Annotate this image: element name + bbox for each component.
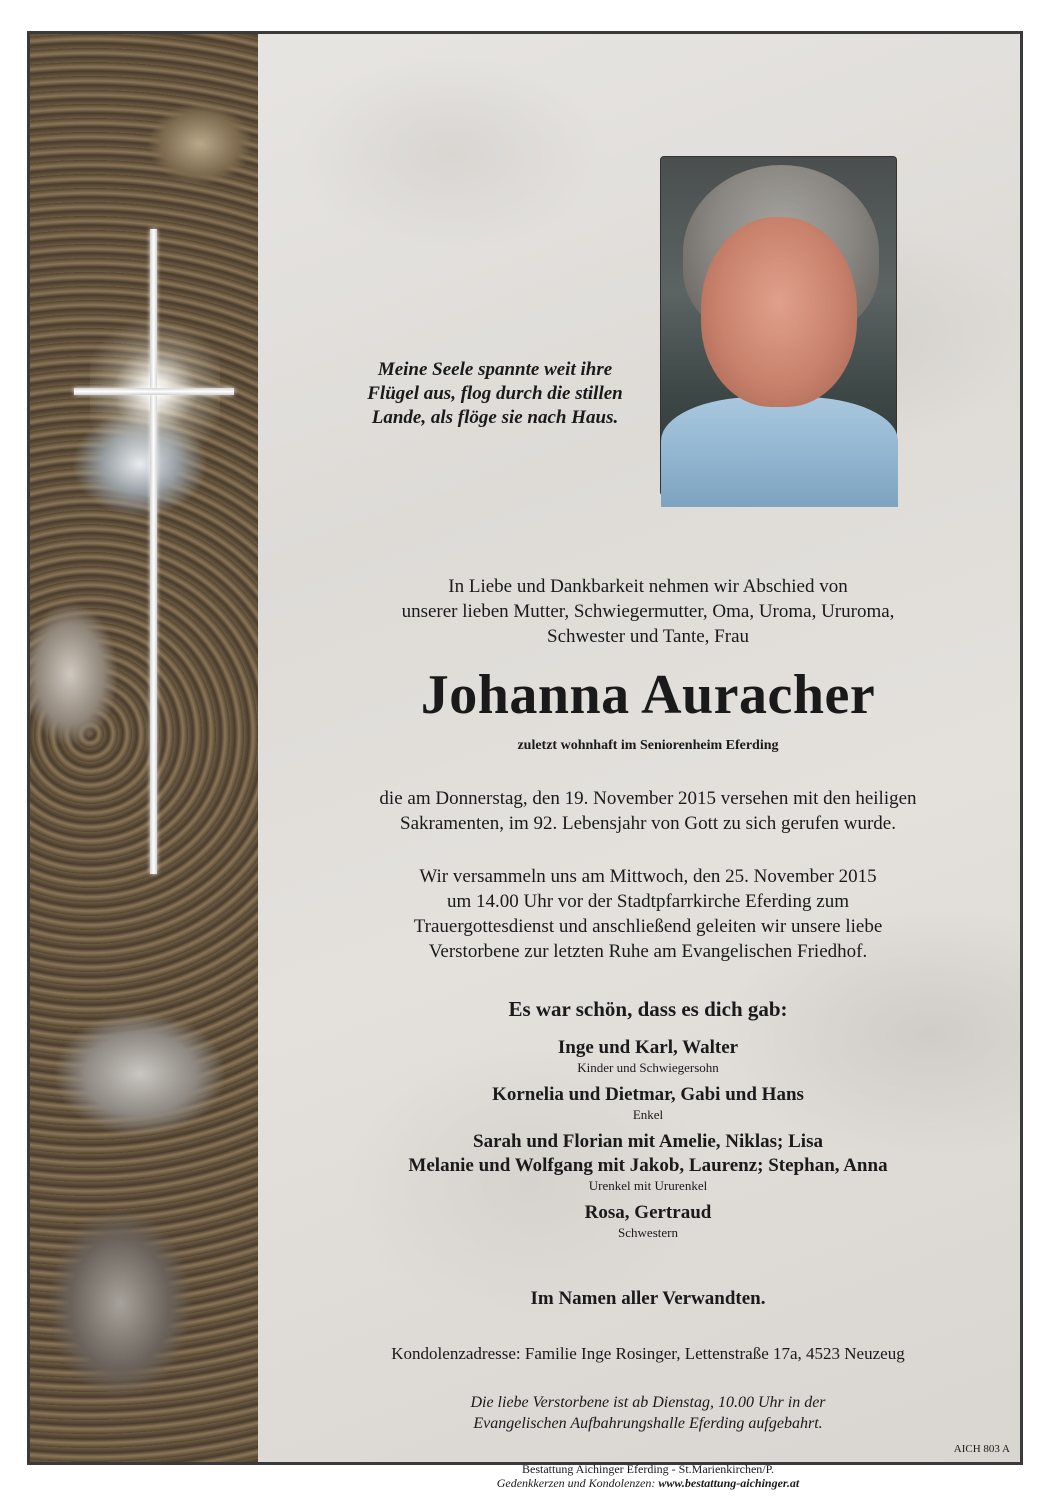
funeral-details: Wir versammeln uns am Mittwoch, den 25. November 2015 um 14.00 Uhr vor der Stadtpfarrkirche Eferding zum Trauergottesdienst und anschließend geleiten wir unsere liebe Verstorbene zur letzten Ruhe am Evangelischen Friedhof. <box>413 866 883 962</box>
laid-out-notice: Die liebe Verstorbene ist ab Dienstag, 10.00 Uhr in der Evangelischen Aufbahrungshalle Eferding aufgebahrt. <box>470 1394 826 1432</box>
condolence-address: Kondolenzadresse: Familie Inge Rosinger, Lettenstraße 17a, 4523 Neuzeug <box>391 1344 905 1363</box>
motto: Es war schön, dass es dich gab: <box>508 997 788 1021</box>
mourner-names: Sarah und Florian mit Amelie, Niklas; Lisa Melanie und Wolfgang mit Jakob, Laurenz; Stephan, Anna <box>408 1131 888 1176</box>
mourner-group <box>288 1083 1008 1122</box>
cross-crossbar <box>74 388 234 395</box>
residence-text: zuletzt wohnhaft im Seniorenheim Eferding <box>517 738 779 753</box>
reference-code: AICH 803 A <box>953 1443 1010 1455</box>
footer <box>288 1462 1008 1490</box>
mourner-names: Inge und Karl, Walter <box>557 1037 739 1058</box>
mourner-relation: Urenkel mit Ururenkel <box>588 1178 708 1193</box>
mourner-names: Rosa, Gertraud <box>584 1202 712 1223</box>
stream-stones-image <box>30 34 258 1462</box>
memorial-verse: Meine Seele spannte weit ihre Flügel aus, flog durch die stillen Lande, als flöge sie nach Haus. <box>367 359 623 428</box>
cross-icon <box>150 229 157 874</box>
mourners-list <box>288 1036 1008 1248</box>
mourner-group <box>288 1201 1008 1240</box>
mourner-group <box>288 1130 1008 1193</box>
intro-text: In Liebe und Dankbarkeit nehmen wir Abschied von unserer lieben Mutter, Schwiegermutter, Oma, Uroma, Ururoma, Schwester und Tante, Frau <box>401 576 895 647</box>
death-notice: die am Donnerstag, den 19. November 2015 versehen mit den heiligen Sakramenten, im 92. Lebensjahr von Gott zu sich gerufen wurde. <box>379 788 917 834</box>
mourner-group <box>288 1036 1008 1075</box>
website-link[interactable]: www.bestattung-aichinger.at <box>658 1476 800 1490</box>
portrait-photo <box>660 156 897 496</box>
mourner-relation: Schwestern <box>618 1225 678 1240</box>
mourner-names: Kornelia und Dietmar, Gabi und Hans <box>492 1084 804 1105</box>
mourner-relation: Enkel <box>632 1107 664 1122</box>
mourner-relation: Kinder und Schwiegersohn <box>577 1060 719 1075</box>
closing-line: Im Namen aller Verwandten. <box>530 1288 766 1309</box>
funeral-home-line: Bestattung Aichinger Eferding - St.Marienkirchen/P. <box>522 1462 774 1476</box>
deceased-name: Johanna Auracher <box>420 664 876 726</box>
website-line: Gedenkkerzen und Kondolenzen: www.bestattung-aichinger.at <box>496 1476 800 1490</box>
obituary-card <box>27 31 1023 1490</box>
